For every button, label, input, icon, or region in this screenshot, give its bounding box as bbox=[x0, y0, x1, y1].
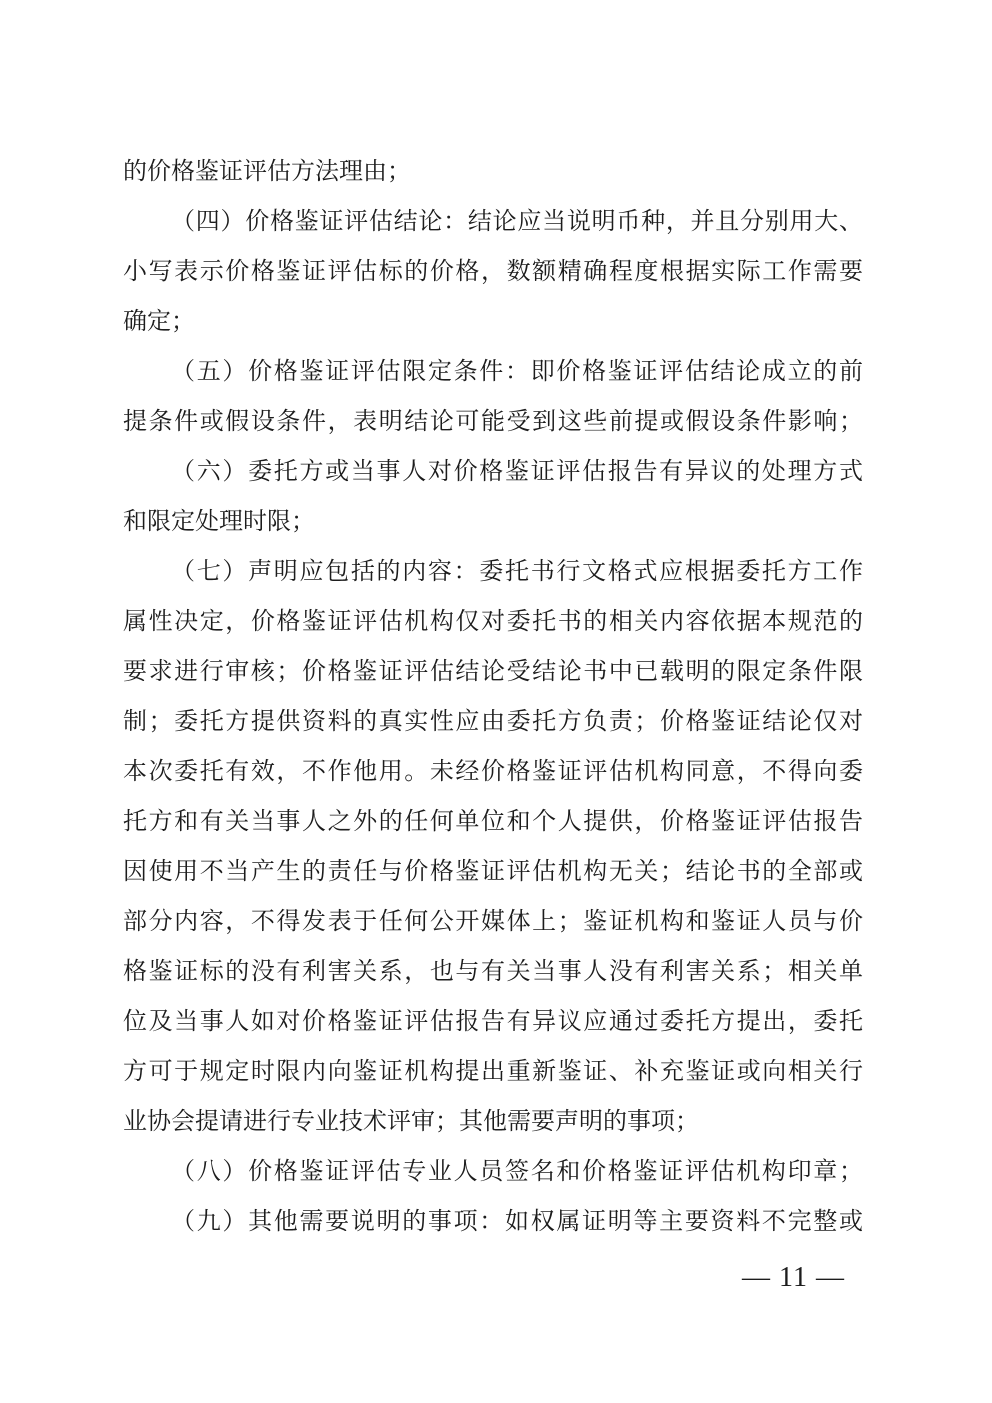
text-line: 部分内容，不得发表于任何公开媒体上；鉴证机构和鉴证人员与价 bbox=[123, 909, 863, 935]
text-line: 制；委托方提供资料的真实性应由委托方负责；价格鉴证结论仅对 bbox=[123, 709, 863, 735]
text-line: 格鉴证标的没有利害关系，也与有关当事人没有利害关系；相关单 bbox=[123, 959, 863, 985]
page-number: — 11 — bbox=[742, 1262, 845, 1293]
text-line: （九）其他需要说明的事项：如权属证明等主要资料不完整或 bbox=[171, 1209, 863, 1235]
text-line: 方可于规定时限内向鉴证机构提出重新鉴证、补充鉴证或向相关行 bbox=[123, 1059, 863, 1085]
text-line: 确定； bbox=[123, 309, 195, 335]
text-line: 的价格鉴证评估方法理由； bbox=[123, 159, 411, 185]
text-line: 位及当事人如对价格鉴证评估报告有异议应通过委托方提出，委托 bbox=[123, 1009, 863, 1035]
text-line: （四）价格鉴证评估结论：结论应当说明币种，并且分别用大、 bbox=[171, 209, 863, 235]
text-line: 业协会提请进行专业技术评审；其他需要声明的事项； bbox=[123, 1109, 699, 1135]
text-line: （七）声明应包括的内容：委托书行文格式应根据委托方工作 bbox=[171, 559, 863, 585]
text-line: 属性决定，价格鉴证评估机构仅对委托书的相关内容依据本规范的 bbox=[123, 609, 863, 635]
text-line: （八）价格鉴证评估专业人员签名和价格鉴证评估机构印章； bbox=[171, 1159, 863, 1185]
text-line: 托方和有关当事人之外的任何单位和个人提供，价格鉴证评估报告 bbox=[123, 809, 863, 835]
text-line: 要求进行审核；价格鉴证评估结论受结论书中已载明的限定条件限 bbox=[123, 659, 863, 685]
text-line: 和限定处理时限； bbox=[123, 509, 315, 535]
text-line: 小写表示价格鉴证评估标的价格，数额精确程度根据实际工作需要 bbox=[123, 259, 863, 285]
text-line: 因使用不当产生的责任与价格鉴证评估机构无关；结论书的全部或 bbox=[123, 859, 863, 885]
text-line: （五）价格鉴证评估限定条件：即价格鉴证评估结论成立的前 bbox=[171, 359, 863, 385]
document-body bbox=[123, 147, 863, 1247]
text-line: 提条件或假设条件，表明结论可能受到这些前提或假设条件影响； bbox=[123, 409, 863, 435]
text-line: 本次委托有效，不作他用。未经价格鉴证评估机构同意，不得向委 bbox=[123, 759, 863, 785]
text-line: （六）委托方或当事人对价格鉴证评估报告有异议的处理方式 bbox=[171, 459, 863, 485]
